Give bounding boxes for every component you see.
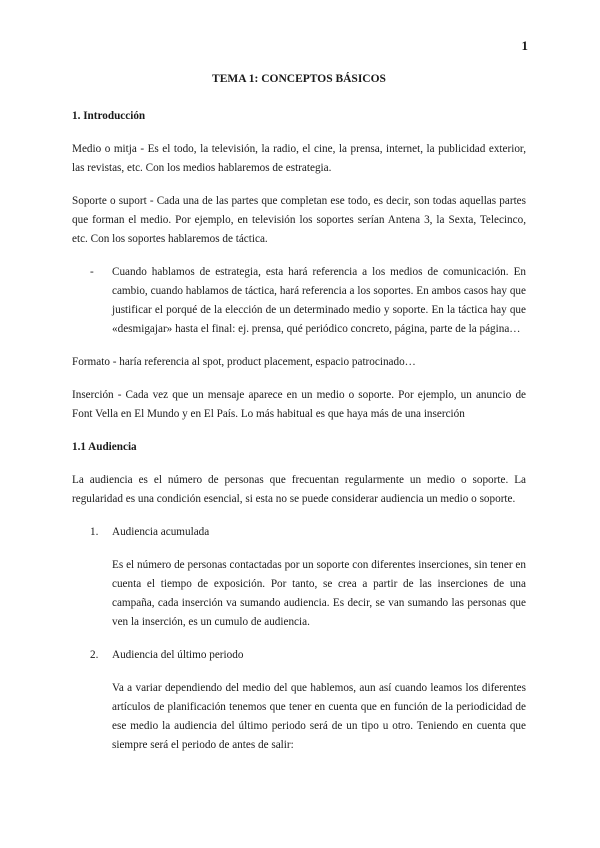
numbered-item-audiencia-acumulada (72, 523, 526, 542)
item-label: Audiencia acumulada (112, 526, 210, 538)
page-number: 1 (521, 38, 528, 53)
item-number: 2. (90, 649, 99, 661)
paragraph-audiencia-ultimo-periodo: Va a variar dependiendo del medio del que hablemos, aun así cuando leamos los diferentes artículos de planificación tenemos que tener en cuenta que en función de la periodicidad de ese medio la audiencia del último periodo será de un tipo u otro. Teniendo en cuenta que siempre será el periodo de antes de salir: (112, 682, 526, 751)
document-title: TEMA 1: CONCEPTOS BÁSICOS (212, 73, 386, 85)
item-number: 1. (90, 526, 99, 538)
bullet-item-estrategia (72, 263, 526, 339)
document-body (72, 70, 526, 769)
section-heading-audiencia: 1.1 Audiencia (72, 441, 137, 453)
paragraph-insercion: Inserción - Cada vez que un mensaje aparece en un medio o soporte. Por ejemplo, un anuncio de Font Vella en El Mundo y en El País. Lo más habitual es que haya más de una inserción (72, 389, 526, 420)
bullet-text: Cuando hablamos de estrategia, esta hará referencia a los medios de comunicación. En cambio, cuando hablamos de táctica, hará referencia a los soportes. En ambos casos hay que justificar el porqué de la elección de un determinado medio y soporte. En la táctica hay que «desmigajar» hasta el final: ej. prensa, qué periódico concreto, página, parte de la página… (112, 266, 526, 335)
paragraph-audiencia-acumulada: Es el número de personas contactadas por un soporte con diferentes inserciones, sin tener en cuenta el tiempo de exposición. Por tanto, se crea a partir de las inserciones de una campaña, cada inserción va sumando audiencia. Es decir, se van sumando las personas que ven la inserción, es un cumulo de audiencia. (112, 559, 526, 628)
paragraph-formato: Formato - haría referencia al spot, product placement, espacio patrocinado… (72, 356, 416, 368)
item-label: Audiencia del último periodo (112, 649, 244, 661)
section-heading-introduccion: 1. Introducción (72, 110, 146, 122)
paragraph-medio: Medio o mitja - Es el todo, la televisión, la radio, el cine, la prensa, internet, la publicidad exterior, las revistas, etc. Con los medios hablaremos de estrategia. (72, 143, 526, 174)
bullet-marker: - (90, 266, 94, 278)
numbered-item-audiencia-ultimo-periodo (72, 646, 526, 665)
paragraph-soporte: Soporte o suport - Cada una de las partes que completan ese todo, es decir, son todas aquellas partes que forman el medio. Por ejemplo, en televisión los soportes serían Antena 3, la Sexta, Telecinco, etc. Con los soportes hablaremos de táctica. (72, 195, 526, 245)
paragraph-audiencia: La audiencia es el número de personas que frecuentan regularmente un medio o soporte. La regularidad es una condición esencial, si esta no se puede considerar audiencia un medio o soporte. (72, 474, 526, 505)
